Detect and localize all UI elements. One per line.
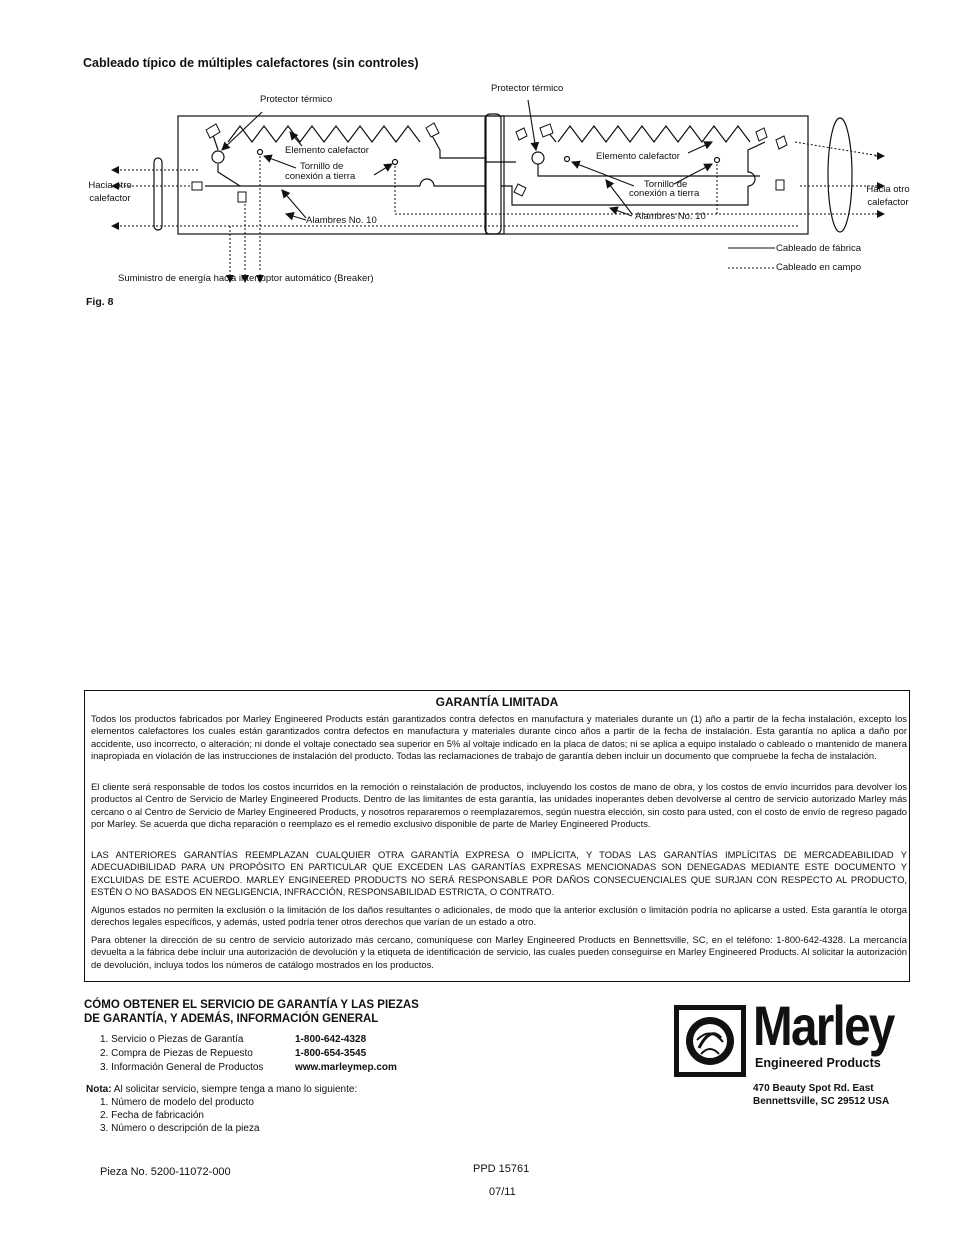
service-item-label: 1. Servicio o Piezas de Garantía: [100, 1034, 244, 1045]
label-tornillo-2b: conexión a tierra: [629, 188, 700, 199]
diagram-title: Cableado típico de múltiples calefactores (sin controles): [83, 56, 419, 70]
heating-element-1: [228, 126, 420, 142]
warranty-box: [84, 690, 910, 982]
marley-logo: [673, 994, 913, 1078]
wire-nut: [516, 128, 527, 140]
note-text: Al solicitar servicio, siempre tenga a mano lo siguiente:: [111, 1084, 358, 1095]
revision-date: 07/11: [489, 1186, 516, 1198]
label-elemento-2: Elemento calefactor: [596, 151, 680, 162]
label-protector-1: Protector térmico: [260, 94, 333, 105]
label-alambres-2: Alambres No. 10: [635, 211, 706, 222]
wire-nut: [514, 184, 526, 196]
note-label: Nota:: [86, 1084, 112, 1095]
wire-nut: [192, 182, 202, 190]
figure-label: Fig. 8: [86, 296, 114, 308]
note-item: 1. Número de modelo del producto: [100, 1097, 254, 1108]
service-heading-line-1: CÓMO OBTENER EL SERVICIO DE GARANTÍA Y LAS PIEZAS: [84, 999, 419, 1011]
wire-nut: [776, 136, 787, 149]
wire-nut: [206, 124, 220, 138]
label-hacia-left-1: Hacia otro: [88, 180, 132, 191]
ppd-number: PPD 15761: [473, 1163, 530, 1175]
heating-element-2: [558, 126, 750, 142]
label-tornillo-2a: Tornillo de: [644, 179, 688, 190]
left-endcap: [154, 158, 162, 230]
label-elemento-1: Elemento calefactor: [285, 145, 369, 156]
label-tornillo-1b: conexión a tierra: [285, 171, 356, 182]
wire-nut: [426, 123, 439, 137]
wire-nut: [238, 192, 246, 202]
address-line-2: Bennettsville, SC 29512 USA: [753, 1096, 890, 1107]
label-protector-2: Protector térmico: [491, 83, 564, 94]
warranty-paragraph: El cliente será responsable de todos los costos incurridos en la remoción o reinstalación de productos, incluyendo los costos de mano de obra, y los costos de envío incurridos para devolver los productos al Centro de Servicio de Marley Engineered Products. Dentro de las limitantes de esta garantía, las unidades inoperantes deben devolverse al centro de servicio autorizado Marley más cercano o al Centro de Servicio de Marley Engineered Products, y nosotros repararemos o reemplazaremos, según nuestra elección, sin costo para usted, con el costo de envío de regreso pagado por Marley. Se acuerda que dicha reparación o reemplazo es el remedio exclusivo disponible de parte de Marley Engineered Products.: [91, 781, 907, 829]
junction-bar: [485, 114, 501, 234]
brand-subtitle: Engineered Products: [755, 1056, 881, 1070]
note-item: 2. Fecha de fabricación: [100, 1110, 204, 1121]
warranty-paragraph: Todos los productos fabricados por Marley Engineered Products están garantizados contra defectos en manufactura y materiales durante un (1) año a partir de la fecha instalación, excepto los elementos calefactores los cuales están garantizados contra defectos en manufactura y materiales durante cinco años a partir de la fecha de instalación. Esta garantía no aplica a daño por accidente, uso incorrecto, o alteración; ni donde el voltaje conectado sea superior en 5% al voltaje indicado en la placa de datos; ni se aplica a equipo instalado o cableado o mantenido de manera inapropiada en violación de las instrucciones de instalación del producto. Todas las reclamaciones de trabajo de garantía deben incluir un documento que compruebe la fecha de instalación.: [91, 713, 907, 761]
label-hacia-left-2: calefactor: [89, 193, 131, 204]
service-item-value[interactable]: www.marleymep.com: [295, 1062, 397, 1073]
warranty-paragraph: Para obtener la dirección de su centro de servicio autorizado más cercano, comuníquese con Marley Engineered Products en Bennettsville, SC, en el teléfono: 1-800-642-4328. La mercancía devuelta a la fábrica debe incluir una autorización de devolución y la etiqueta de identificación de servicio, las cuales pueden conseguirse en Marley Engineered Products. Al solicitar la autorización de devolución, incluya todos los números de catálogo mostrados en los productos.: [91, 934, 907, 970]
note-item: 3. Número o descripción de la pieza: [100, 1123, 260, 1134]
service-item-value: 1-800-654-3545: [295, 1048, 367, 1059]
thermal-protector-1: [212, 151, 224, 163]
service-item-value: 1-800-642-4328: [295, 1034, 367, 1045]
warranty-title: GARANTÍA LIMITADA: [435, 695, 559, 709]
warranty-paragraph: LAS ANTERIORES GARANTÍAS REEMPLAZAN CUALQUIER OTRA GARANTÍA EXPRESA O IMPLÍCITA, Y TODAS LAS GARANTÍAS IMPLÍCITAS DE MERCADEABILIDAD Y ADECUADIBILIDAD PARA UN PROPÓSITO EN PARTICULAR QUE EXCEDEN LAS GARANTÍAS EXPRESAS MENCIONADAS SON DENEGADAS MEDIANTE ESTE DOCUMENTO Y EXCLUIDAS DE ESTE ACUERDO. MARLEY ENGINEERED PRODUCTS NO SERÁ RESPONSABLE POR DAÑOS CONSECUENCIALES QUE SURJAN CON RESPECTO AL PRODUCTO, ESTÉN O NO BASADOS EN NEGLIGENCIA, INFRACCIÓN, RESPONSABILIDAD ESTRICTA, O CONTRATO.: [91, 849, 907, 897]
wire-nut: [776, 180, 784, 190]
wiring-diagram: [0, 0, 954, 300]
service-heading: [84, 998, 464, 1026]
note-line: [86, 1084, 357, 1095]
label-suministro: Suministro de energía hacia interruptor automático (Breaker): [118, 273, 374, 284]
label-hacia-right-2: calefactor: [867, 197, 909, 208]
service-item-label: 3. Información General de Productos: [100, 1062, 264, 1073]
part-number: Pieza No. 5200-11072-000: [100, 1166, 231, 1178]
label-alambres-1: Alambres No. 10: [306, 215, 377, 226]
address-line-1: 470 Beauty Spot Rd. East: [753, 1083, 874, 1094]
service-heading-line-2: DE GARANTÍA, Y ADEMÁS, INFORMACIÓN GENERAL: [84, 1013, 379, 1025]
legend-factory-wiring: Cableado de fábrica: [776, 243, 862, 254]
wire-nut: [756, 128, 767, 141]
marley-emblem-icon: [673, 1004, 747, 1078]
right-endcap: [828, 118, 852, 232]
thermal-protector-2: [532, 152, 544, 164]
brand-name: Marley: [753, 994, 894, 1057]
label-hacia-right-1: Hacia otro: [866, 184, 910, 195]
label-tornillo-1a: Tornillo de: [300, 161, 344, 172]
service-item-label: 2. Compra de Piezas de Repuesto: [100, 1048, 253, 1059]
legend-field-wiring: Cableado en campo: [776, 262, 862, 273]
warranty-paragraph: Algunos estados no permiten la exclusión o la limitación de los daños resultantes o adicionales, de modo que la anterior exclusión o limitación podría no aplicarse a usted. Esta garantía le otorga derechos legales específicos, y además, usted podría tener otros derechos que varían de un estado a otro.: [91, 904, 907, 928]
